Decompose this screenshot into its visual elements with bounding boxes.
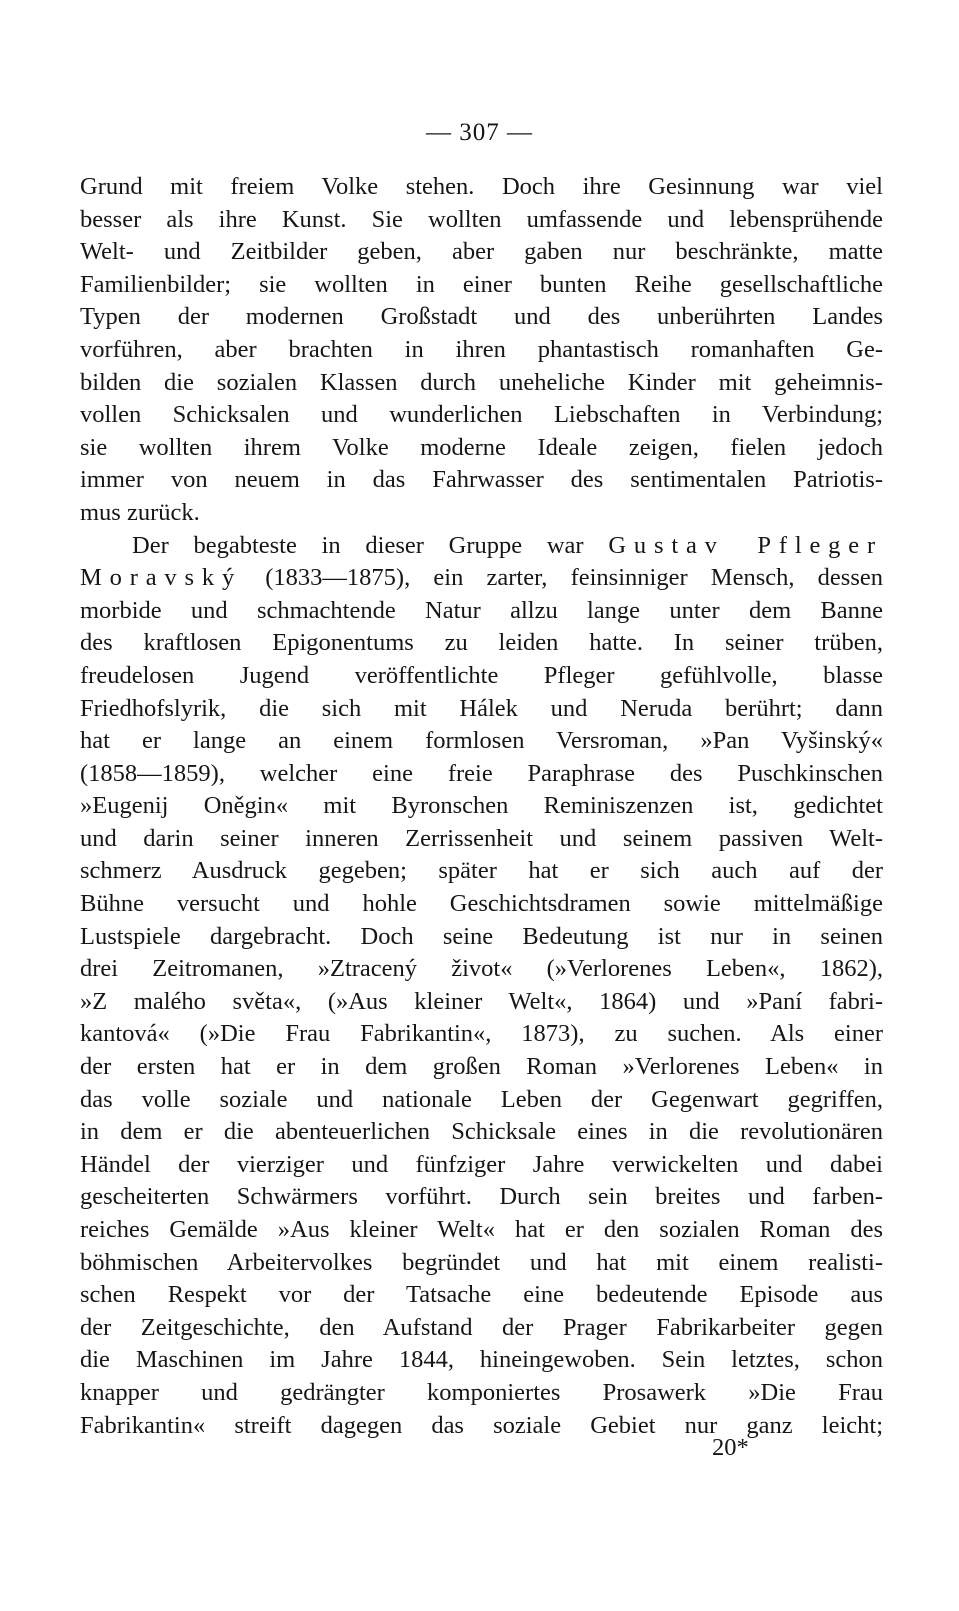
author-name-spaced: Gustav Pfleger	[608, 531, 883, 559]
text-line: knapper und gedrängter komponiertes Prosawerk »Die Frau	[80, 1378, 883, 1406]
text-line: Welt- und Zeitbilder geben, aber gaben nur beschränkte, matte	[80, 238, 883, 266]
paragraph-1	[80, 171, 883, 530]
text-line: morbide und schmachtende Natur allzu lange unter dem Banne	[80, 596, 883, 624]
text-line: der ersten hat er in dem großen Roman »Verlorenes Leben« in	[80, 1053, 883, 1081]
text-line	[80, 530, 883, 563]
text-line: in dem er die abenteuerlichen Schicksale eines in die revolutionären	[80, 1118, 883, 1146]
text-line: die Maschinen im Jahre 1844, hineingewoben. Sein letztes, schon	[80, 1346, 883, 1374]
text-line: Grund mit freiem Volke stehen. Doch ihre Gesinnung war viel	[80, 173, 883, 200]
text-run: (1833—1875), ein zarter, feinsinniger Mensch, dessen	[242, 564, 883, 592]
text-line: gescheiterten Schwärmers vorführt. Durch sein breites und farben-	[80, 1183, 883, 1211]
text-line: Fabrikantin« streift dagegen das soziale Gebiet nur ganz leicht;	[80, 1411, 883, 1439]
text-line: sie wollten ihrem Volke moderne Ideale zeigen, fielen jedoch	[80, 433, 883, 461]
text-line: der Zeitgeschichte, den Aufstand der Prager Fabrikarbeiter gegen	[80, 1313, 883, 1341]
text-line: Händel der vierziger und fünfziger Jahre verwickelten und dabei	[80, 1150, 883, 1178]
text-line: bilden die sozialen Klassen durch uneheliche Kinder mit geheimnis-	[80, 368, 883, 396]
text-line: Familienbilder; sie wollten in einer bunten Reihe gesellschaftliche	[80, 270, 883, 298]
text-line: Bühne versucht und hohle Geschichtsdramen sowie mittelmäßige	[80, 890, 883, 918]
text-run: Der begabteste in dieser Gruppe war	[132, 531, 609, 559]
author-name-spaced: Moravský	[80, 564, 243, 592]
text-line: reiches Gemälde »Aus kleiner Welt« hat er den sozialen Roman des	[80, 1216, 883, 1243]
text-line: und darin seiner inneren Zerrissenheit und seinem passiven Welt-	[80, 824, 883, 852]
text-line	[80, 562, 883, 595]
text-line: vorführen, aber brachten in ihren phantastisch romanhaften Ge-	[80, 335, 883, 363]
text-line: vollen Schicksalen und wunderlichen Liebschaften in Verbindung;	[80, 401, 883, 429]
text-line: »Eugenij Oněgin« mit Byronschen Reminiszenzen ist, gedichtet	[80, 792, 883, 820]
text-line: des kraftlosen Epigonentums zu leiden hatte. In seiner trüben,	[80, 629, 883, 657]
text-line: schmerz Ausdruck gegeben; später hat er sich auch auf der	[80, 857, 883, 885]
body-text	[80, 171, 883, 1442]
text-line: Friedhofslyrik, die sich mit Hálek und Neruda berührt; dann	[80, 694, 883, 722]
text-line: besser als ihre Kunst. Sie wollten umfassende und lebensprühende	[80, 205, 883, 233]
text-line: kantová« (»Die Frau Fabrikantin«, 1873), zu suchen. Als einer	[80, 1020, 883, 1048]
text-line: freudelosen Jugend veröffentlichte Pfleger gefühlvolle, blasse	[80, 661, 883, 689]
paragraph-2-lines	[80, 595, 883, 1442]
paragraph-2	[80, 530, 883, 1443]
text-line: schen Respekt vor der Tatsache eine bedeutende Episode aus	[80, 1281, 883, 1309]
text-line: böhmischen Arbeitervolkes begründet und hat mit einem realisti-	[80, 1248, 883, 1276]
text-line: Lustspiele dargebracht. Doch seine Bedeutung ist nur in seinen	[80, 922, 883, 950]
text-line: das volle soziale und nationale Leben der Gegenwart gegriffen,	[80, 1085, 883, 1113]
text-line: hat er lange an einem formlosen Versroman, »Pan Vyšinský«	[80, 727, 883, 755]
text-line: immer von neuem in das Fahrwasser des sentimentalen Patriotis-	[80, 466, 883, 494]
text-line: mus zurück.	[80, 498, 200, 526]
text-line: drei Zeitromanen, »Ztracený život« (»Verlorenes Leben«, 1862),	[80, 955, 883, 983]
text-line: (1858—1859), welcher eine freie Paraphrase des Puschkinschen	[80, 759, 883, 787]
signature-mark: 20*	[712, 1434, 749, 1461]
text-line: »Z malého světa«, (»Aus kleiner Welt«, 1864) und »Paní fabri-	[80, 987, 883, 1015]
page-number: — 307 —	[426, 119, 533, 146]
text-line: Typen der modernen Großstadt und des unberührten Landes	[80, 303, 883, 331]
